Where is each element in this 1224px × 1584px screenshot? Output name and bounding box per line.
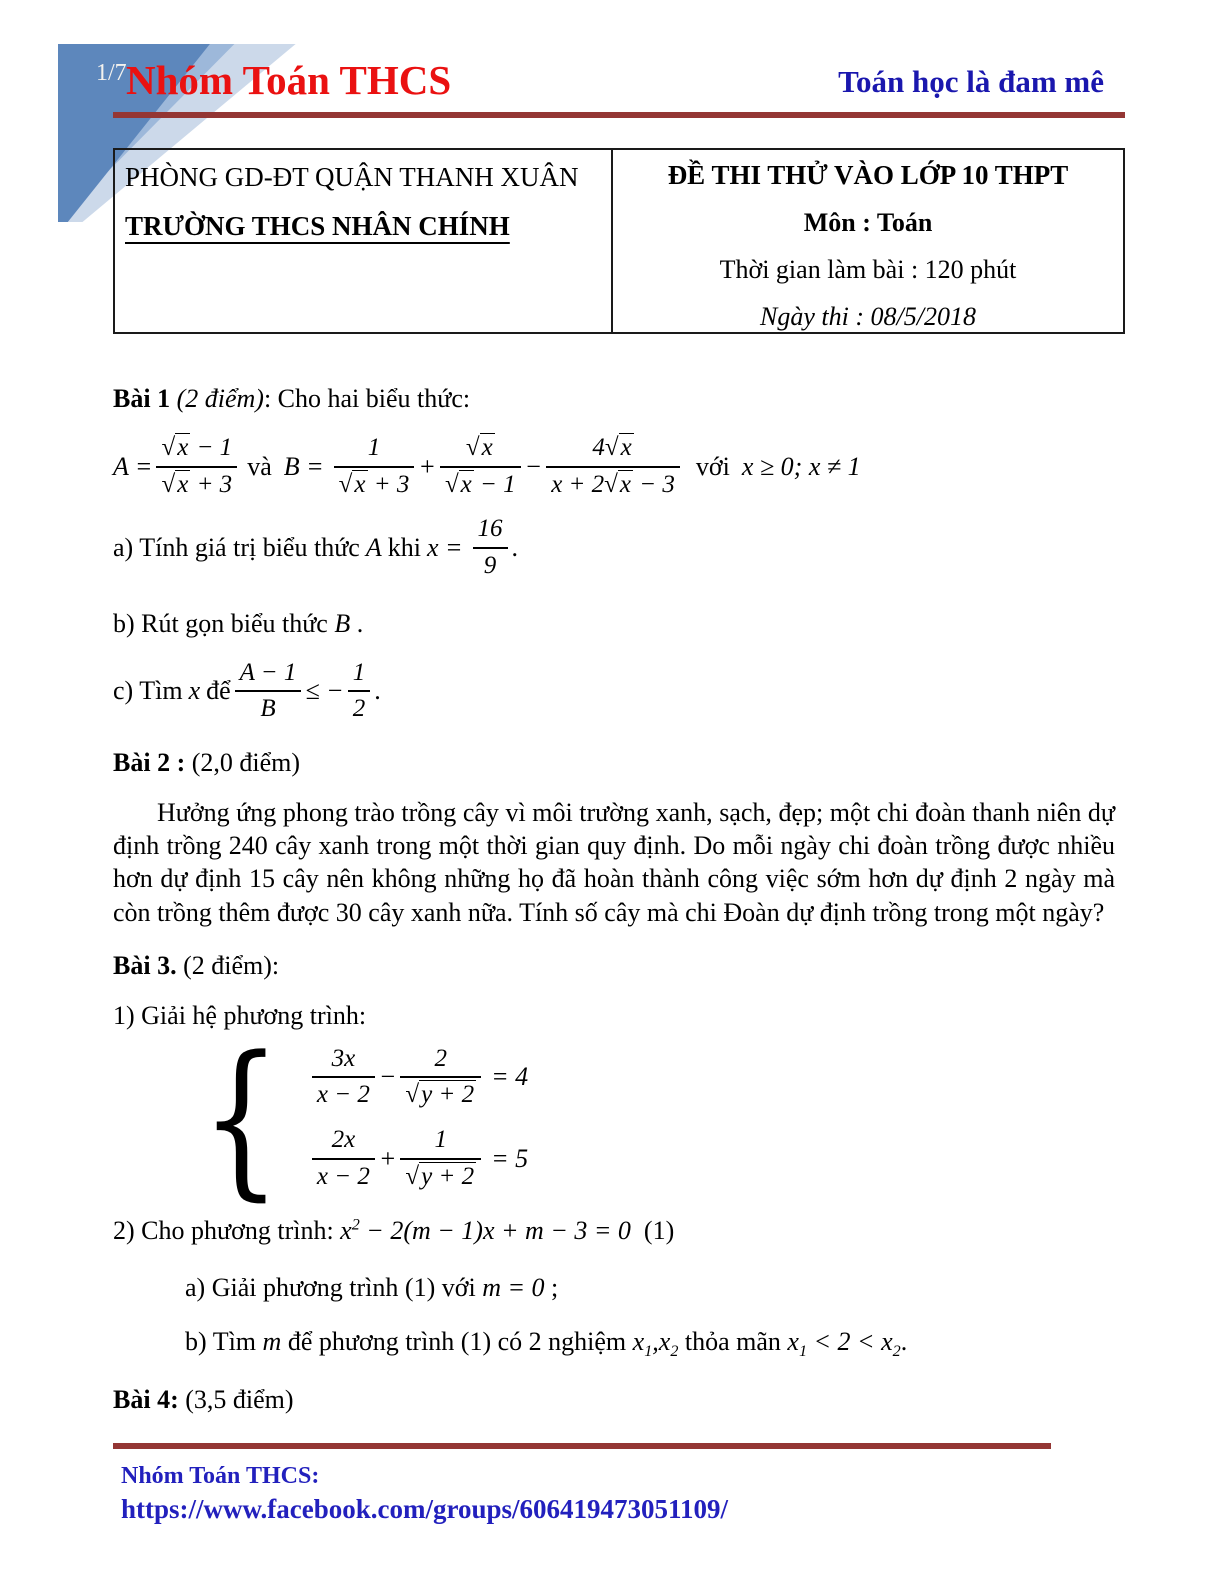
equation-system <box>201 1019 1115 1216</box>
q1b-text: b) Rút gọn biểu thức <box>113 608 328 638</box>
num-pre: 4 <box>592 433 605 461</box>
sqrt-sign: √ <box>161 470 176 498</box>
header-rule <box>113 112 1125 118</box>
sqrt-sign: √ <box>604 470 618 498</box>
q1c-mid: để <box>206 676 231 706</box>
numerator: 1 <box>352 658 366 686</box>
problem-1-heading <box>113 382 1115 416</box>
problem-1-points: (2 điểm) <box>170 384 264 413</box>
subscript-1: 1 <box>644 1343 653 1361</box>
var-B: B <box>334 608 351 638</box>
var-x: x <box>188 676 201 706</box>
den-rest: − 3 <box>639 470 675 498</box>
fraction-B3 <box>546 434 680 500</box>
den-rest: − 1 <box>480 470 516 498</box>
subject-line: Môn : Toán <box>803 208 933 237</box>
equation-tag: (1) <box>643 1215 675 1245</box>
denominator: x − 2 <box>312 1158 375 1192</box>
radicand: x <box>481 433 493 461</box>
numerator: 2x <box>331 1126 356 1154</box>
sqrt-sign: √ <box>405 1081 420 1109</box>
sqrt-sign: √ <box>405 1162 420 1190</box>
fraction-3x <box>312 1045 375 1111</box>
problem-1c <box>113 659 1115 725</box>
sqrt-sign: √ <box>444 470 459 498</box>
problem-4-heading <box>113 1383 1115 1417</box>
word-and: và <box>247 451 272 481</box>
word-with: với <box>695 451 730 481</box>
q2-text: 2) Cho phương trình: <box>113 1215 334 1245</box>
system-equations <box>308 1045 534 1192</box>
exam-date-line: Ngày thi : 08/5/2018 <box>760 302 976 331</box>
exam-title: ĐỀ THI THỬ VÀO LỚP 10 THPT <box>667 160 1069 190</box>
problem-3-q2b <box>185 1325 1115 1359</box>
plus-operator: + <box>378 1143 397 1173</box>
numerator: 1 <box>434 1126 447 1154</box>
footer-brand: Nhóm Toán THCS: <box>121 1463 320 1489</box>
var-m: m <box>262 1327 282 1357</box>
problem-3-label: Bài 3. <box>113 950 177 980</box>
x-var: x <box>787 1327 799 1357</box>
radicand: x <box>177 433 189 461</box>
q2a-end: ; <box>551 1273 559 1303</box>
subscript-2: 2 <box>670 1343 679 1361</box>
exam-cell <box>613 150 1123 332</box>
var-A: A <box>365 533 382 563</box>
x-var: x <box>881 1327 893 1357</box>
problem-1-label: Bài 1 <box>113 384 171 413</box>
leq-minus: ≤ − <box>305 676 344 706</box>
problem-2-heading <box>113 746 1115 780</box>
inequality: < 2 < <box>813 1327 875 1357</box>
problem-3-points: (2 điểm): <box>176 950 280 980</box>
sqrt-sign: √ <box>604 433 619 461</box>
problem-2-points: (2,0 điểm) <box>185 748 301 778</box>
school-line: TRƯỜNG THCS NHÂN CHÍNH <box>125 211 510 241</box>
exponent-2: 2 <box>351 1215 360 1233</box>
den-pre: x + 2 <box>551 470 605 498</box>
numerator: 2 <box>434 1044 447 1072</box>
x-var: x <box>658 1327 671 1357</box>
q1a-end: . <box>511 533 519 563</box>
sqrt-sign: √ <box>465 433 480 461</box>
q2a-text: a) Giải phương trình (1) với <box>185 1273 476 1303</box>
expr-A-lhs: A = <box>113 451 153 481</box>
duration-line: Thời gian làm bài : 120 phút <box>719 255 1017 284</box>
numerator: 1 <box>367 433 381 461</box>
fraction-2-over-sqrt <box>400 1045 481 1111</box>
fraction-1-over-sqrt <box>400 1126 481 1192</box>
brand-title: Nhóm Toán THCS <box>126 57 452 103</box>
problem-1-intro: : Cho hai biểu thức: <box>263 384 471 413</box>
school-cell <box>115 150 613 332</box>
q1a-mid: khi <box>387 533 421 563</box>
den-rest: + 3 <box>373 470 410 498</box>
exam-body <box>113 372 1115 1417</box>
q2b-tail: thỏa mãn <box>684 1327 781 1357</box>
num-rest: − 1 <box>196 433 233 461</box>
radicand: x <box>619 470 632 498</box>
q2b-mid: để phương trình (1) có 2 nghiệm <box>287 1327 627 1357</box>
problem-3-heading <box>113 949 1115 983</box>
problem-1a <box>113 515 1115 581</box>
numerator: 16 <box>477 515 503 543</box>
problem-1-formula <box>113 434 1115 500</box>
problem-1b <box>113 607 1115 641</box>
equation-2-rhs: = 5 <box>491 1143 529 1173</box>
q1c-text: c) Tìm <box>113 676 183 706</box>
fraction-B2 <box>440 434 521 500</box>
exam-info-table <box>113 148 1125 334</box>
problem-4-points: (3,5 điểm) <box>178 1384 294 1414</box>
denominator: 2 <box>348 690 371 724</box>
subscript-2: 2 <box>892 1343 901 1361</box>
root-condition <box>787 1327 901 1361</box>
subscript-1: 1 <box>798 1343 808 1361</box>
department-line: PHÒNG GD-ĐT QUẬN THANH XUÂN <box>125 162 579 192</box>
radicand: x <box>177 470 189 498</box>
numerator: A − 1 <box>239 658 297 686</box>
problem-3-q1: 1) Giải hệ phương trình: <box>113 1000 367 1030</box>
problem-4-label: Bài 4: <box>113 1384 179 1414</box>
q2-expr-rest: − 2(m − 1)x + m − 3 = 0 <box>366 1215 631 1245</box>
x-var: x <box>340 1215 352 1245</box>
system-brace: { <box>201 1019 282 1216</box>
den-rest: + 3 <box>196 470 233 498</box>
denominator: 9 <box>473 547 508 581</box>
radicand: x <box>620 433 632 461</box>
sqrt-sign: √ <box>161 433 176 461</box>
expr-B-lhs: B = <box>283 451 324 481</box>
fraction-A-1-over-B <box>235 659 302 725</box>
problem-2-body: Hưởng ứng phong trào trồng cây vì môi trường xanh, sạch, đẹp; một chi đoàn thanh niên dự định trồng 240 cây xanh trong một thời gian quy định. Do mỗi ngày chi đoàn trồng được nhiều hơn dự định 15 cây nên không những họ đã hoàn thành công việc sớm hơn dự định 2 ngày mà còn trồng thêm được 30 cây xanh nữa. Tính số cây mà chi Đoàn dự định trồng trong một ngày? <box>113 797 1115 927</box>
q2b-text: b) Tìm <box>185 1327 257 1357</box>
minus-operator: − <box>378 1062 397 1092</box>
radicand: x <box>354 470 366 498</box>
equation-2 <box>308 1126 534 1192</box>
problem-2-label: Bài 2 : <box>113 748 186 778</box>
header-slogan: Toán học là đam mê <box>838 64 1104 99</box>
plus-operator: + <box>418 451 436 481</box>
fraction-A <box>156 434 237 500</box>
radicand: y + 2 <box>421 1162 475 1190</box>
fraction-2x <box>312 1126 375 1192</box>
m-equals-0: m = 0 <box>482 1273 545 1303</box>
page-number: 1/7 <box>96 60 127 86</box>
facebook-group-link[interactable]: https://www.facebook.com/groups/606419473051109/ <box>121 1494 729 1524</box>
sqrt-sign: √ <box>338 470 353 498</box>
equation-1-rhs: = 4 <box>491 1062 529 1092</box>
denominator: x − 2 <box>312 1076 375 1110</box>
q1b-end: . <box>356 608 364 638</box>
problem-3-q2 <box>113 1214 1115 1248</box>
equation-1 <box>308 1045 534 1111</box>
x-var: x <box>632 1327 645 1357</box>
radicand: y + 2 <box>421 1081 475 1109</box>
q1a-text: a) Tính giá trị biểu thức <box>113 533 360 563</box>
fraction-1-2 <box>348 659 371 725</box>
roots-pair <box>632 1327 679 1361</box>
fraction-16-9 <box>473 515 508 581</box>
q2b-end: . <box>900 1327 908 1357</box>
domain-condition: x ≥ 0; x ≠ 1 <box>741 451 861 481</box>
denominator: B <box>235 690 302 724</box>
q1c-end: . <box>374 676 381 706</box>
x-equals: x = <box>426 533 463 563</box>
problem-3-q2a <box>185 1271 1115 1305</box>
q2-expression <box>340 1216 631 1245</box>
numerator: 3x <box>331 1044 356 1072</box>
footer-rule <box>113 1443 1051 1449</box>
minus-operator: − <box>524 451 543 481</box>
radicand: x <box>460 470 472 498</box>
fraction-B1 <box>334 434 415 500</box>
comma: , <box>652 1327 659 1357</box>
